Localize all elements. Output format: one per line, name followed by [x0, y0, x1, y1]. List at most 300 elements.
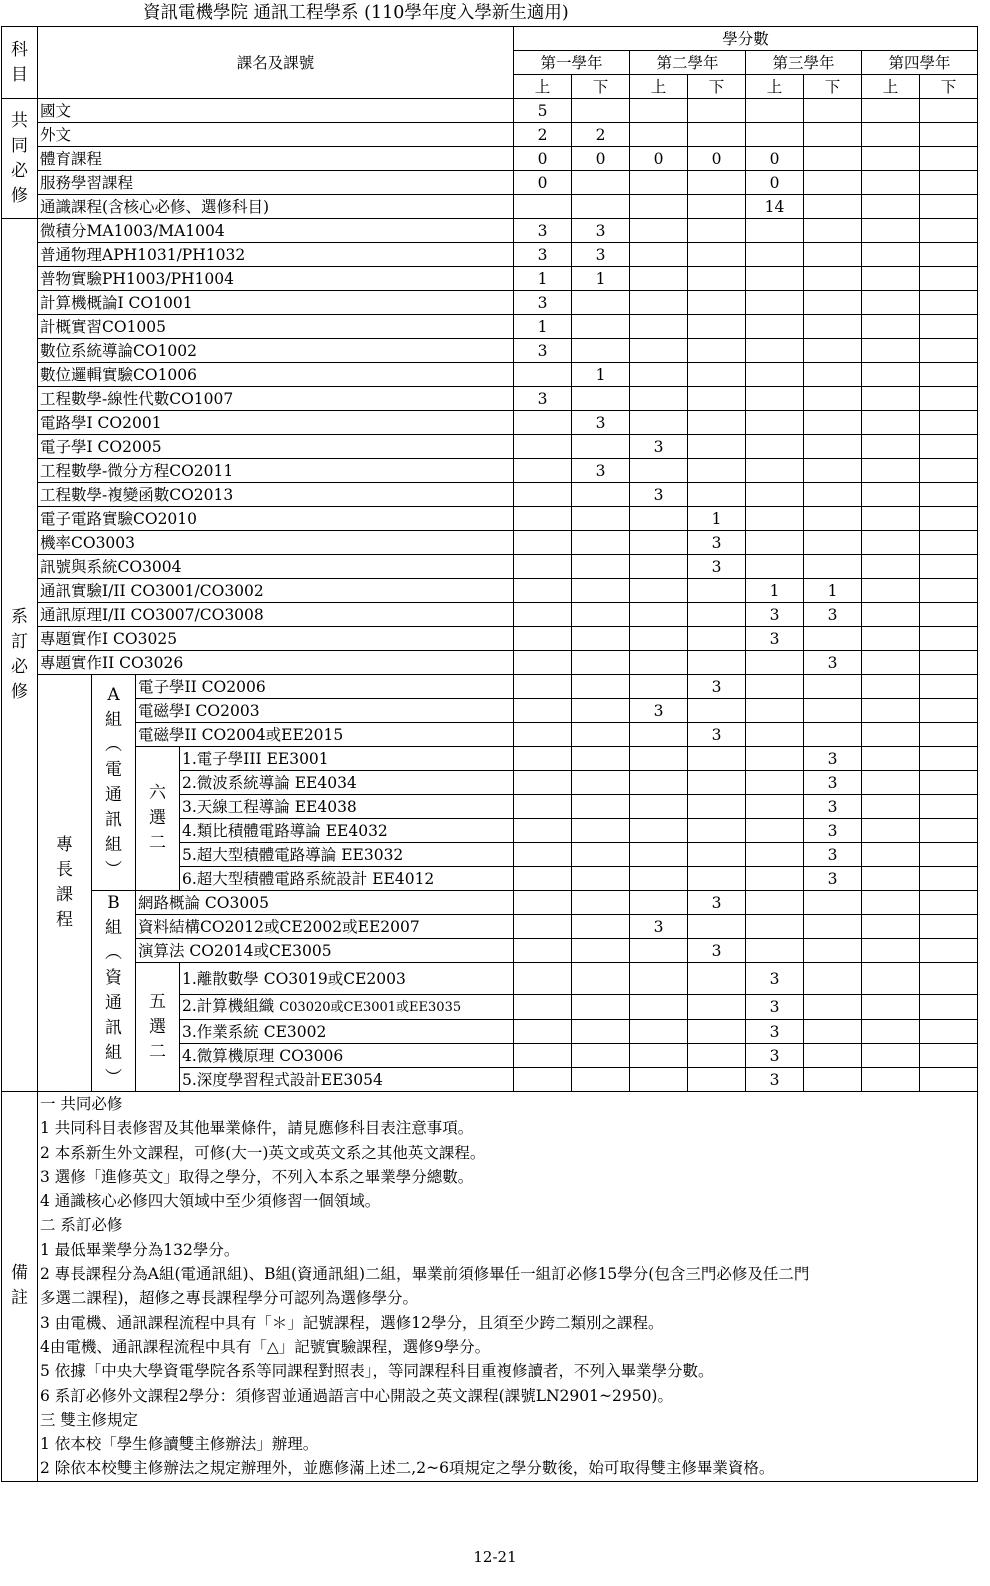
- credit-cell: [572, 99, 630, 123]
- table-row: [2, 723, 978, 747]
- credit-cell: [862, 699, 920, 723]
- course-name: [136, 939, 514, 963]
- table-row: [2, 915, 978, 939]
- credit-cell: [514, 747, 572, 771]
- credit-cell: [804, 891, 862, 915]
- credit-cell: [862, 891, 920, 915]
- credit-cell: [746, 123, 804, 147]
- credit-cell: [862, 771, 920, 795]
- credit-cell: 3: [572, 219, 630, 243]
- course-name-text: 訊號與系統CO3004: [40, 557, 182, 576]
- table-row: [2, 339, 978, 363]
- course-name: [38, 459, 514, 483]
- credit-cell: [572, 171, 630, 195]
- credit-cell: [920, 891, 978, 915]
- credit-cell: 3: [630, 435, 688, 459]
- course-name-text: 5.深度學習程式設計EE3054: [182, 1070, 383, 1089]
- credit-cell: [514, 555, 572, 579]
- credit-cell: [630, 363, 688, 387]
- course-name: [38, 387, 514, 411]
- vertical-label-char: 組: [105, 709, 122, 730]
- course-name-text: 微積分MA1003/MA1004: [40, 221, 225, 240]
- vertical-label-char: B: [107, 893, 120, 913]
- credit-cell: [746, 867, 804, 891]
- credit-cell: [862, 411, 920, 435]
- course-name-text: 專題實作I CO3025: [40, 629, 178, 648]
- table-row: [2, 507, 978, 531]
- note-line: 2 專長課程分為A組(電通訊組)、B組(資通訊組)二組，畢業前須修畢任一組訂必修15學分(包含三門必修及任二門: [40, 1265, 810, 1284]
- credit-cell: 3: [804, 651, 862, 675]
- credit-cell: 3: [746, 1068, 804, 1092]
- credit-cell: [688, 339, 746, 363]
- credit-cell: [920, 267, 978, 291]
- credit-cell: [630, 123, 688, 147]
- credit-cell: [862, 915, 920, 939]
- credit-cell: [514, 1020, 572, 1044]
- credit-cell: 3: [746, 603, 804, 627]
- credit-cell: [688, 843, 746, 867]
- credit-cell: [862, 603, 920, 627]
- note-line: 1 依本校「學生修讀雙主修辦法」辦理。: [40, 1435, 319, 1454]
- table-row: [2, 171, 978, 195]
- credit-cell: [920, 915, 978, 939]
- credit-cell: [746, 339, 804, 363]
- credit-cell: [630, 651, 688, 675]
- credit-cell: [630, 723, 688, 747]
- credit-cell: [514, 195, 572, 219]
- credit-cell: [572, 819, 630, 843]
- credit-cell: [862, 171, 920, 195]
- course-name-text: 通訊實驗I/II CO3001/CO3002: [40, 581, 264, 600]
- credit-cell: [862, 939, 920, 963]
- credit-cell: [572, 603, 630, 627]
- credit-cell: [688, 603, 746, 627]
- vertical-label-char: 選: [149, 1016, 166, 1037]
- credit-cell: [920, 531, 978, 555]
- credit-cell: 5: [514, 99, 572, 123]
- table-row: [2, 963, 978, 995]
- credit-cell: [572, 1044, 630, 1068]
- credit-cell: [804, 723, 862, 747]
- credit-cell: [920, 195, 978, 219]
- credit-cell: [804, 315, 862, 339]
- credit-cell: [746, 555, 804, 579]
- credit-cell: [688, 171, 746, 195]
- course-name-text: 6.超大型積體電路系統設計 EE4012: [182, 869, 435, 888]
- credit-cell: 3: [514, 219, 572, 243]
- credit-cell: [630, 219, 688, 243]
- credit-cell: 14: [746, 195, 804, 219]
- credit-cell: [688, 459, 746, 483]
- course-name-text: 電子電路實驗CO2010: [40, 509, 198, 528]
- course-name: [38, 627, 514, 651]
- credit-cell: [862, 291, 920, 315]
- vertical-label-char: 電: [105, 759, 122, 780]
- credit-cell: [688, 267, 746, 291]
- credit-cell: [572, 795, 630, 819]
- vertical-label-char: 同: [11, 135, 28, 156]
- vertical-label-char: 系: [11, 607, 28, 627]
- course-name: [38, 243, 514, 267]
- credit-cell: [862, 795, 920, 819]
- credit-cell: [630, 843, 688, 867]
- credit-cell: [804, 459, 862, 483]
- table-row: [2, 651, 978, 675]
- credit-cell: [746, 459, 804, 483]
- credit-cell: [862, 195, 920, 219]
- credit-cell: [920, 843, 978, 867]
- credit-cell: [862, 459, 920, 483]
- semester-header: 下: [688, 75, 746, 99]
- course-name: [136, 891, 514, 915]
- course-name: [180, 771, 514, 795]
- table-row: [2, 627, 978, 651]
- credit-cell: [746, 675, 804, 699]
- course-name-text: 3.天線工程導論 EE4038: [182, 797, 357, 816]
- course-name-text: 2.微波系統導論 EE4034: [182, 773, 357, 792]
- course-name-text: 3.作業系統 CE3002: [182, 1022, 327, 1041]
- subject-header: [2, 27, 38, 99]
- curriculum-table: [1, 26, 978, 1482]
- credit-cell: [920, 867, 978, 891]
- credit-cell: [514, 699, 572, 723]
- note-line: 3 由電機、通訊課程流程中具有「＊」記號課程，選修12學分，且須至少跨二類別之課程。: [40, 1313, 664, 1332]
- credit-cell: [572, 939, 630, 963]
- credit-cell: [804, 915, 862, 939]
- credit-cell: [514, 867, 572, 891]
- credit-cell: [514, 459, 572, 483]
- credit-cell: 3: [688, 555, 746, 579]
- credit-cell: [920, 963, 978, 995]
- course-name-text: 電磁學I CO2003: [138, 701, 260, 720]
- vertical-label-char: 組: [105, 918, 122, 938]
- credit-cell: 3: [572, 243, 630, 267]
- credit-cell: [630, 747, 688, 771]
- credit-cell: [920, 675, 978, 699]
- credit-cell: [572, 651, 630, 675]
- credit-cell: [688, 795, 746, 819]
- course-name-text: 1.離散數學 CO3019或CE2003: [182, 969, 406, 988]
- vertical-label-char: ︵: [105, 734, 122, 755]
- credit-cell: [688, 387, 746, 411]
- subject-header-char: 科: [11, 39, 28, 60]
- group-label: [92, 891, 136, 1092]
- course-name-text: 計概實習CO1005: [40, 317, 167, 336]
- dept-required-label: [2, 219, 38, 1092]
- credit-cell: 1: [514, 267, 572, 291]
- vertical-label-char: 通: [105, 784, 122, 805]
- course-name: [38, 339, 514, 363]
- course-name: [38, 195, 514, 219]
- notes-label: [2, 1092, 38, 1482]
- credit-cell: [862, 819, 920, 843]
- credit-cell: 0: [514, 171, 572, 195]
- course-name: [180, 995, 514, 1020]
- semester-header: 上: [746, 75, 804, 99]
- vertical-label-char: 註: [11, 1288, 28, 1309]
- credit-cell: [920, 1068, 978, 1092]
- credit-cell: [746, 939, 804, 963]
- course-name: [38, 267, 514, 291]
- vertical-label-char: 修: [11, 185, 28, 206]
- course-name-text: 4.類比積體電路導論 EE4032: [182, 821, 388, 840]
- credit-cell: [630, 819, 688, 843]
- credit-cell: 3: [804, 867, 862, 891]
- credit-cell: 3: [514, 339, 572, 363]
- credit-cell: [920, 627, 978, 651]
- credit-cell: [862, 387, 920, 411]
- credit-cell: [688, 99, 746, 123]
- header-row: [2, 27, 978, 51]
- course-name: [180, 867, 514, 891]
- credit-cell: [862, 339, 920, 363]
- table-row: [2, 363, 978, 387]
- credit-cell: [688, 411, 746, 435]
- course-name: [38, 315, 514, 339]
- credit-cell: [688, 963, 746, 995]
- credit-cell: 1: [572, 363, 630, 387]
- credit-cell: [630, 315, 688, 339]
- credit-cell: 0: [746, 171, 804, 195]
- credit-cell: [804, 675, 862, 699]
- credit-cell: [746, 507, 804, 531]
- credit-cell: 1: [688, 507, 746, 531]
- course-name-text: 電磁學II CO2004或EE2015: [138, 725, 344, 744]
- credit-cell: [630, 531, 688, 555]
- table-row: [2, 459, 978, 483]
- note-line: 6 系訂必修外文課程2學分：須修習並通過語言中心開設之英文課程(課號LN2901~2950)。: [40, 1386, 673, 1405]
- course-code-small: C03020或CE3001或EE3035: [279, 1000, 462, 1015]
- course-name: [38, 555, 514, 579]
- vertical-label-char: A: [107, 684, 120, 705]
- vertical-label-char: 課: [56, 885, 73, 905]
- credit-cell: [862, 723, 920, 747]
- credit-cell: [630, 795, 688, 819]
- credit-cell: [920, 171, 978, 195]
- credit-cell: 3: [804, 843, 862, 867]
- vertical-label-char: ︶: [105, 859, 122, 880]
- note-line: 1 共同科目表修習及其他畢業條件，請見應修科目表注意事項。: [40, 1119, 474, 1138]
- table-row: [2, 123, 978, 147]
- vertical-label-char: 訊: [105, 1018, 122, 1038]
- year-header: 第四學年: [862, 51, 978, 75]
- table-row: [2, 147, 978, 171]
- table-row: [2, 99, 978, 123]
- credit-cell: [630, 411, 688, 435]
- credit-cell: [514, 603, 572, 627]
- credit-cell: [688, 123, 746, 147]
- credit-cell: 0: [630, 147, 688, 171]
- credit-cell: [630, 387, 688, 411]
- credit-cell: [572, 387, 630, 411]
- vertical-label-char: 資: [105, 968, 122, 988]
- credit-cell: [514, 411, 572, 435]
- credit-cell: [630, 675, 688, 699]
- course-name-text: 工程數學-複變函數CO2013: [40, 485, 234, 504]
- credit-cell: [804, 387, 862, 411]
- credit-cell: [688, 579, 746, 603]
- course-name: [38, 171, 514, 195]
- credit-cell: [746, 315, 804, 339]
- credit-cell: [862, 123, 920, 147]
- credit-cell: [804, 483, 862, 507]
- semester-header: 上: [862, 75, 920, 99]
- credit-cell: [688, 291, 746, 315]
- note-line: 3 選修「進修英文」取得之學分，不列入本系之畢業學分總數。: [40, 1167, 474, 1186]
- credit-cell: [630, 579, 688, 603]
- credit-cell: [688, 243, 746, 267]
- vertical-label-char: 六: [149, 783, 166, 803]
- credit-cell: 3: [746, 995, 804, 1020]
- credit-cell: 3: [688, 675, 746, 699]
- credit-cell: [514, 723, 572, 747]
- credit-cell: [862, 243, 920, 267]
- credit-cell: [514, 795, 572, 819]
- credit-cell: 0: [746, 147, 804, 171]
- credit-cell: [572, 435, 630, 459]
- credit-cell: [688, 771, 746, 795]
- credit-cell: 3: [804, 603, 862, 627]
- table-row: [2, 435, 978, 459]
- course-name-text: 通識課程(含核心必修、選修科目): [40, 197, 270, 216]
- credit-cell: [630, 771, 688, 795]
- credit-cell: 3: [514, 291, 572, 315]
- table-row: [2, 195, 978, 219]
- course-name: [180, 795, 514, 819]
- semester-header: 下: [920, 75, 978, 99]
- credit-cell: [514, 915, 572, 939]
- course-name-text: 機率CO3003: [40, 533, 136, 552]
- credit-cell: [572, 315, 630, 339]
- table-row: [2, 291, 978, 315]
- credit-cell: [920, 99, 978, 123]
- credit-cell: [920, 243, 978, 267]
- credit-cell: [920, 219, 978, 243]
- credit-cell: [688, 867, 746, 891]
- course-name: [136, 699, 514, 723]
- credit-cell: [630, 995, 688, 1020]
- credit-cell: [920, 315, 978, 339]
- credit-cell: [804, 147, 862, 171]
- credit-cell: [804, 195, 862, 219]
- credit-cell: [804, 699, 862, 723]
- vertical-label-char: 專: [56, 835, 73, 855]
- credit-cell: [746, 483, 804, 507]
- course-name-text: 體育課程: [40, 149, 103, 168]
- credit-cell: [920, 459, 978, 483]
- vertical-label-char: ︵: [105, 943, 122, 963]
- credit-cell: [514, 675, 572, 699]
- credit-cell: [688, 747, 746, 771]
- credit-cell: [746, 267, 804, 291]
- course-name: [38, 435, 514, 459]
- semester-header: 上: [630, 75, 688, 99]
- credit-cell: [514, 651, 572, 675]
- credits-header: 學分數: [514, 27, 978, 51]
- credit-cell: 3: [746, 1020, 804, 1044]
- semester-header: 上: [514, 75, 572, 99]
- credit-cell: [804, 627, 862, 651]
- credit-cell: [862, 675, 920, 699]
- credit-cell: [920, 995, 978, 1020]
- credit-cell: 3: [630, 483, 688, 507]
- course-name: [180, 1044, 514, 1068]
- credit-cell: [920, 699, 978, 723]
- course-name-text: 電子學I CO2005: [40, 437, 162, 456]
- credit-cell: [804, 267, 862, 291]
- credit-cell: [514, 531, 572, 555]
- course-name: [38, 147, 514, 171]
- credit-cell: [920, 555, 978, 579]
- credit-cell: [688, 1068, 746, 1092]
- course-name: [180, 963, 514, 995]
- credit-cell: [688, 915, 746, 939]
- credit-cell: [514, 771, 572, 795]
- credit-cell: [920, 747, 978, 771]
- credit-cell: [746, 435, 804, 459]
- credit-cell: [514, 995, 572, 1020]
- credit-cell: [920, 603, 978, 627]
- credit-cell: [746, 795, 804, 819]
- note-line: 4由電機、通訊課程流程中具有「△」記號實驗課程，選修9學分。: [40, 1337, 491, 1356]
- credit-cell: [688, 1020, 746, 1044]
- credit-cell: [514, 819, 572, 843]
- course-name-text: 數位邏輯實驗CO1006: [40, 365, 198, 384]
- table-row: [2, 675, 978, 699]
- course-name-text: 服務學習課程: [40, 173, 134, 192]
- credit-cell: [572, 195, 630, 219]
- credit-cell: [862, 747, 920, 771]
- course-name: [180, 819, 514, 843]
- course-name: [38, 363, 514, 387]
- credit-cell: [862, 627, 920, 651]
- course-name: [38, 291, 514, 315]
- credit-cell: [572, 1068, 630, 1092]
- credit-cell: [920, 1020, 978, 1044]
- course-name: [38, 579, 514, 603]
- credit-cell: [572, 771, 630, 795]
- credit-cell: [862, 435, 920, 459]
- credit-cell: [920, 723, 978, 747]
- vertical-label-char: 修: [11, 682, 28, 702]
- credit-cell: 3: [746, 1044, 804, 1068]
- course-name-text: 演算法 CO2014或CE3005: [138, 941, 332, 960]
- credit-cell: [630, 963, 688, 995]
- credit-cell: [862, 651, 920, 675]
- credit-cell: 0: [572, 147, 630, 171]
- course-name: [38, 531, 514, 555]
- vertical-label-char: 訊: [105, 809, 122, 830]
- credit-cell: [630, 171, 688, 195]
- credit-cell: [746, 243, 804, 267]
- course-name-text: 數位系統導論CO1002: [40, 341, 198, 360]
- credit-cell: [920, 819, 978, 843]
- course-name: [38, 651, 514, 675]
- credit-cell: [746, 915, 804, 939]
- course-name: [38, 507, 514, 531]
- course-name-text: 電子學II CO2006: [138, 677, 266, 696]
- credit-cell: [920, 123, 978, 147]
- credit-cell: [630, 1068, 688, 1092]
- notes-content: [38, 1092, 978, 1482]
- credit-cell: [688, 315, 746, 339]
- credit-cell: [514, 939, 572, 963]
- vertical-label-char: ︶: [105, 1068, 122, 1088]
- credit-cell: [514, 843, 572, 867]
- course-name-text: 通訊原理I/II CO3007/CO3008: [40, 605, 264, 624]
- credit-cell: [572, 723, 630, 747]
- credit-cell: [920, 795, 978, 819]
